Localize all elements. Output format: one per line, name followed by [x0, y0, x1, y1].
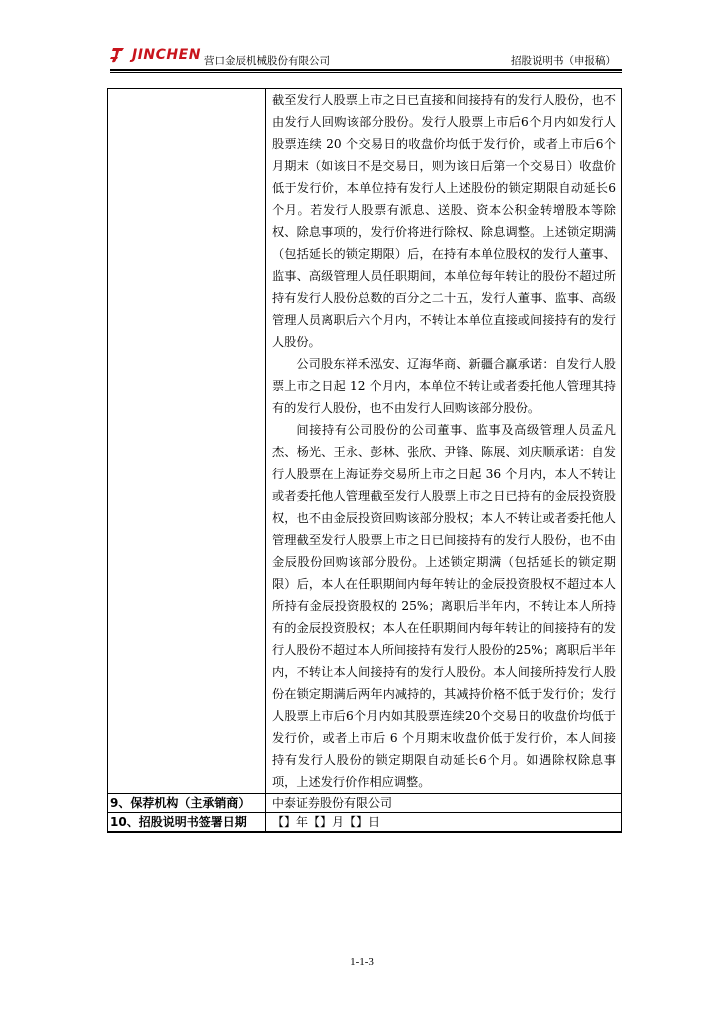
commitment-paragraph-1: 截至发行人股票上市之日已直接和间接持有的发行人股份，也不由发行人回购该部分股份。发行人股票上市后6个月内如发行人股票连续 20 个交易日的收盘价均低于发行价，或者上市后6个月期末（如该日不是交易日，则为该日后第一个交易日）收盘价低于发行价，本单位持有发行人上述股份的锁定期限自动延长6个月。若发行人股票有派息、送股、资本公积金转增股本等除权、除息事项的，发行价将进行除权、除息调整。上述锁定期满（包括延长的锁定期限）后，在持有本单位股权的发行人董事、监事、高级管理人员任职期间，本单位每年转让的股份不超过所持有发行人股份总数的百分之二十五，发行人董事、监事、高级管理人员离职后六个月内，不转让本单位直接或间接持有的发行人股份。	[272, 93, 616, 349]
company-name: 营口金辰机械股份有限公司	[204, 55, 330, 67]
page-header	[110, 42, 622, 70]
commitment-paragraph-3: 间接持有公司股份的公司董事、监事及高级管理人员孟凡杰、杨光、王永、彭林、张欣、尹锋、陈展、刘庆顺承诺：自发行人股票在上海证券交易所上市之日起 36 个月内，本人不转让或者委托他人管理截至发行人股票上市之日已持有的金辰投资股权，也不由金辰投资回购该部分股权；本人不转让或者委托他人管理截至发行人股票上市之日已间接持有的发行人股份，也不由金辰股份回购该部分股份。上述锁定期满（包括延长的锁定期限）后，本人在任职期间内每年转让的金辰投资股权不超过本人所持有金辰投资股权的 25%；离职后半年内，不转让本人所持有的金辰投资股权；本人在任职期间内每年转让的间接持有的发行人股份不超过本人所间接持有发行人股份的25%；离职后半年内，不转让本人间接持有的发行人股份。本人间接所持发行人股份在锁定期满后两年内减持的，其减持价格不低于发行价；发行人股票上市后6个月内如其股票连续20个交易日的收盘价均低于发行价，或者上市后 6 个月期末收盘价低于发行价，本人间接持有发行人股份的锁定期限自动延长6个月。如遇除权除息事项，上述发行价作相应调整。	[272, 423, 616, 789]
empty-label-cell	[108, 89, 266, 794]
header-rule-thick	[110, 69, 622, 71]
signing-date-value: 【】年【】月【】日	[266, 813, 622, 833]
company-logo	[110, 44, 201, 66]
signing-date-label: 10、招股说明书签署日期	[108, 813, 266, 833]
header-rule-thin	[110, 72, 622, 73]
prospectus-table	[107, 88, 622, 833]
sponsor-row	[108, 794, 622, 813]
signing-date-row	[108, 813, 622, 833]
commitment-text-cell	[266, 89, 622, 794]
sponsor-value: 中泰证券股份有限公司	[266, 794, 622, 813]
logo-wordmark: JINCHEN	[132, 47, 201, 63]
sponsor-label: 9、保荐机构（主承销商）	[108, 794, 266, 813]
lockup-commitment-row	[108, 89, 622, 794]
commitment-paragraph-2: 公司股东祥禾泓安、辽海华商、新疆合赢承诺：自发行人股票上市之日起 12 个月内，本单位不转让或者委托他人管理其持有的发行人股份，也不由发行人回购该部分股份。	[272, 357, 616, 415]
page-number: 1-1-3	[350, 956, 374, 968]
document-title: 招股说明书（申报稿）	[511, 55, 616, 67]
logo-mark-icon	[110, 45, 132, 65]
